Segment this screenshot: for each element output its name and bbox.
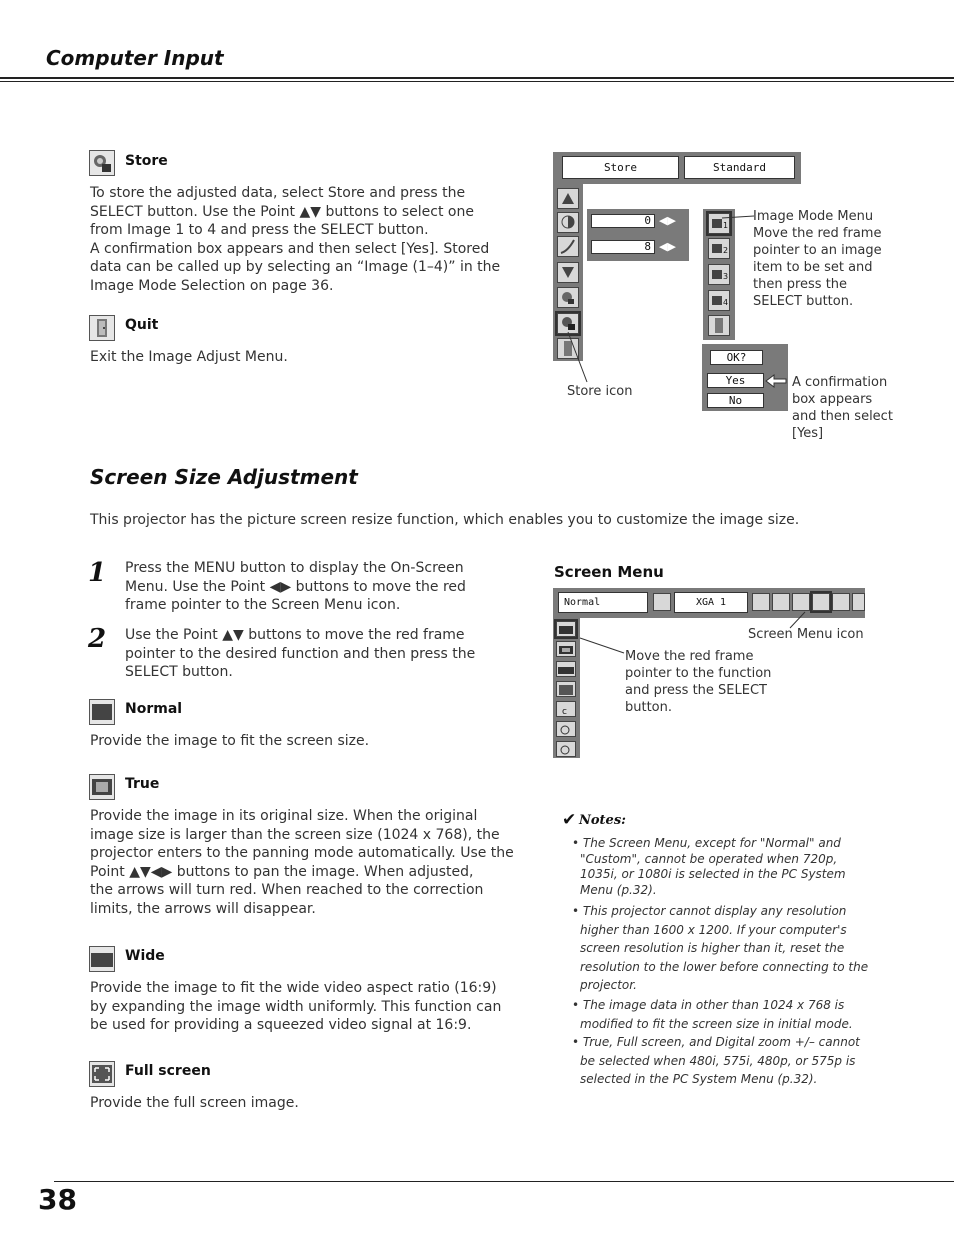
input-icon[interactable] bbox=[653, 593, 671, 611]
section-intro: This projector has the picture screen resize function, which enables you to customize the image size. bbox=[90, 512, 800, 528]
normal-description: Provide the image to fit the screen size. bbox=[90, 733, 370, 749]
step-2-text: Use the Point ▲▼ buttons to move the red frame pointer to the desired function and then press the SELECT button. bbox=[125, 627, 476, 681]
brightness-up-icon[interactable] bbox=[557, 188, 579, 209]
reset-icon[interactable] bbox=[557, 287, 579, 308]
screen-menu-heading: Screen Menu bbox=[554, 563, 664, 581]
step-number: 1 bbox=[88, 558, 107, 588]
wide-description: Provide the image to fit the wide video aspect ratio (16:9) by expanding the image width uniformly. This function can be used for providing a squeezed video signal at 16:9. bbox=[90, 980, 502, 1034]
footer-divider bbox=[54, 1181, 954, 1182]
screen-menu-icon-label: Screen Menu icon bbox=[748, 627, 864, 642]
confirmation-callout: A confirmation box appears and then select [Yes] bbox=[792, 375, 893, 441]
full-screen-icon bbox=[89, 1061, 115, 1087]
quit-heading: Quit bbox=[125, 317, 159, 333]
wide-icon bbox=[89, 946, 115, 972]
image-adjust-icon[interactable] bbox=[792, 593, 810, 611]
custom-option-icon[interactable] bbox=[556, 701, 576, 717]
svg-text:1: 1 bbox=[723, 221, 729, 230]
store-description: To store the adjusted data, select Store and press the SELECT button. Use the Point ▲▼ buttons to select one from Image 1 to 4 and press the SELECT button. A confirmation box appears and then select [Yes]. Stored data can be called up by selecting an “Image (1–4)” in the Image Mode Selection on page 36. bbox=[90, 185, 501, 294]
zoom-in-icon[interactable] bbox=[556, 721, 576, 737]
quit-description: Exit the Image Adjust Menu. bbox=[90, 349, 288, 365]
setting-icon[interactable] bbox=[832, 593, 850, 611]
contrast-icon[interactable] bbox=[557, 212, 579, 233]
header-divider-thin bbox=[0, 81, 954, 82]
checkmark-icon: ✔ bbox=[562, 810, 577, 830]
store-icon-label: Store icon bbox=[567, 384, 633, 399]
image-4-icon[interactable] bbox=[708, 290, 730, 311]
value-field-2[interactable]: 8 bbox=[591, 240, 655, 254]
svg-text:4: 4 bbox=[723, 298, 729, 307]
screen-menu-column bbox=[553, 618, 580, 758]
normal-option-icon[interactable] bbox=[556, 621, 576, 637]
full-screen-description: Provide the full screen image. bbox=[90, 1095, 299, 1111]
ok-prompt: OK? bbox=[710, 350, 763, 365]
image-quit-icon[interactable] bbox=[708, 315, 730, 336]
pointer-arrow-icon bbox=[764, 372, 788, 390]
page-number: 38 bbox=[38, 1183, 77, 1216]
standard-tab[interactable]: Standard bbox=[684, 156, 795, 179]
value-field-1[interactable]: 0 bbox=[591, 214, 655, 228]
normal-icon bbox=[89, 699, 115, 725]
step-1-text: Press the MENU button to display the On-Screen Menu. Use the Point ◀▶ buttons to move the red frame pointer to the Screen Menu icon. bbox=[125, 560, 466, 614]
note-item: • This projector cannot display any resolution higher than 1600 x 1200. If your computer's screen resolution is higher than it, reset the resolution to the lower before connecting to the projector. bbox=[572, 904, 869, 993]
information-icon[interactable] bbox=[852, 593, 865, 611]
full-screen-heading: Full screen bbox=[125, 1063, 211, 1079]
header-divider bbox=[0, 77, 954, 79]
page-header-title: Computer Input bbox=[46, 46, 224, 70]
store-heading: Store bbox=[125, 153, 168, 169]
pc-adjust-icon[interactable] bbox=[752, 593, 770, 611]
gamma-icon[interactable] bbox=[557, 236, 579, 257]
callout-line-store-icon bbox=[565, 330, 595, 385]
image-mode-callout: Image Mode Menu Move the red frame pointer to an image item to be set and then press the SELECT button. bbox=[753, 209, 882, 309]
zoom-out-icon[interactable] bbox=[556, 741, 576, 757]
store-tab[interactable]: Store bbox=[562, 156, 679, 179]
function-callout: Move the red frame pointer to the function and press the SELECT button. bbox=[625, 649, 772, 715]
note-item: • True, Full screen, and Digital zoom +/– cannot be selected when 480i, 575i, 480p, or 575p is selected in the PC System Menu (p.32). bbox=[572, 1035, 860, 1087]
image-adjust-menu-bar bbox=[553, 152, 801, 184]
quit-icon bbox=[89, 315, 115, 341]
arrow-left-right-icon: ◀▶ bbox=[659, 214, 676, 227]
normal-heading: Normal bbox=[125, 701, 183, 717]
true-heading: True bbox=[125, 776, 160, 792]
notes-heading: Notes: bbox=[579, 813, 626, 828]
no-button[interactable]: No bbox=[707, 393, 764, 408]
svg-text:c: c bbox=[562, 707, 567, 717]
image-select-icon[interactable] bbox=[772, 593, 790, 611]
callout-line-image-mode bbox=[720, 210, 756, 230]
note-item: • The image data in other than 1024 x 768 is modified to fit the screen size in initial mode. bbox=[572, 998, 853, 1031]
screen-menu-icon[interactable] bbox=[812, 593, 830, 611]
svg-text:2: 2 bbox=[723, 246, 729, 255]
value-panel bbox=[587, 209, 689, 261]
brightness-down-icon[interactable] bbox=[557, 262, 579, 283]
section-title: Screen Size Adjustment bbox=[90, 465, 358, 489]
full-screen-option-icon[interactable] bbox=[556, 681, 576, 697]
image-2-icon[interactable] bbox=[708, 238, 730, 259]
screen-menu-bar bbox=[553, 588, 865, 618]
true-option-icon[interactable] bbox=[556, 641, 576, 657]
note-item: • The Screen Menu, except for "Normal" and "Custom", cannot be operated when 720p, 1035i, or 1080i is selected in the PC System Menu (p.32). bbox=[572, 836, 846, 897]
step-number: 2 bbox=[88, 624, 107, 654]
yes-button[interactable]: Yes bbox=[707, 373, 764, 388]
arrow-left-right-icon: ◀▶ bbox=[659, 240, 676, 253]
xga-signal-label: XGA 1 bbox=[674, 592, 748, 613]
wide-option-icon[interactable] bbox=[556, 661, 576, 677]
image-3-icon[interactable] bbox=[708, 264, 730, 285]
svg-text:3: 3 bbox=[723, 272, 729, 281]
normal-mode-label: Normal bbox=[558, 592, 648, 613]
store-icon bbox=[89, 150, 115, 176]
true-description: Provide the image in its original size. When the original image size is larger than the screen size (1024 x 768), the projector enters to the panning mode automatically. Use the Point ▲▼◀▶ buttons to pan the image. When adjusted, the arrows will turn red. When reached to the correction limits, the arrows will disappear. bbox=[90, 808, 514, 917]
true-icon bbox=[89, 774, 115, 800]
callout-line-function bbox=[578, 636, 628, 656]
wide-heading: Wide bbox=[125, 948, 165, 964]
